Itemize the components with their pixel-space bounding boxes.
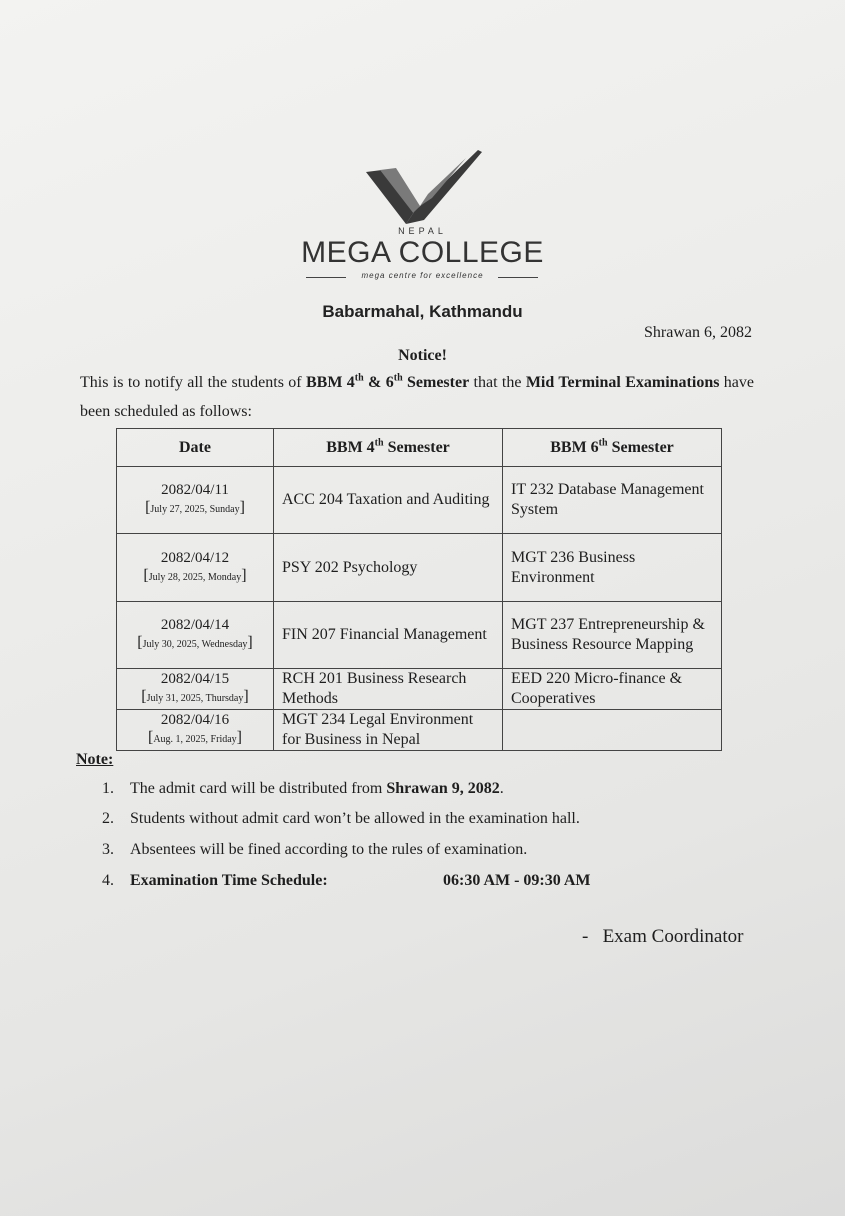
table-header-row (117, 429, 722, 467)
date-cell: 2082/04/11 [July 27, 2025, Sunday] (117, 467, 274, 534)
header-bbm4: BBM 4th Semester (274, 429, 503, 467)
notice-date: Shrawan 6, 2082 (644, 324, 752, 341)
note-item: 2. Students without admit card won’t be allowed in the examination hall. (102, 810, 580, 827)
notice-title: Notice! (398, 347, 447, 364)
logo-tagline (300, 271, 545, 283)
bbm4-subject: ACC 204 Taxation and Auditing (274, 467, 503, 534)
logo-country: NEPAL (398, 226, 447, 236)
date-cell: 2082/04/12 [July 28, 2025, Monday] (117, 534, 274, 602)
note-item: 1. The admit card will be distributed from Shrawan 9, 2082. (102, 780, 504, 797)
note-label: Note: (76, 751, 114, 768)
notice-intro: This is to notify all the students of BBM 4th & 6th Semester that the Mid Terminal Examinations have been scheduled as follows: (80, 372, 755, 420)
bbm4-subject: FIN 207 Financial Management (274, 602, 503, 669)
table-row (117, 602, 722, 669)
college-logo-icon (362, 146, 486, 232)
tagline-text: mega centre for excellence (361, 271, 484, 280)
table-row (117, 710, 722, 751)
date-cell: 2082/04/15 [July 31, 2025, Thursday] (117, 669, 274, 710)
date-cell: 2082/04/14 [July 30, 2025, Wednesday] (117, 602, 274, 669)
note-item: 4. Examination Time Schedule: (102, 872, 328, 889)
bbm6-subject: EED 220 Micro-finance & Cooperatives (503, 669, 722, 710)
note-item: 3. Absentees will be fined according to the rules of examination. (102, 841, 528, 858)
college-name: MEGA COLLEGE (301, 236, 544, 269)
bbm4-subject: PSY 202 Psychology (274, 534, 503, 602)
header-bbm6: BBM 6th Semester (503, 429, 722, 467)
bbm6-subject: IT 232 Database Management System (503, 467, 722, 534)
college-address: Babarmahal, Kathmandu (322, 302, 523, 321)
bbm6-subject: MGT 236 Business Environment (503, 534, 722, 602)
exam-time-value: 06:30 AM - 09:30 AM (443, 872, 591, 889)
date-cell: 2082/04/16 [Aug. 1, 2025, Friday] (117, 710, 274, 751)
table-row (117, 467, 722, 534)
bbm6-subject: MGT 237 Entrepreneurship & Business Resource Mapping (503, 602, 722, 669)
signoff: - Exam Coordinator (582, 926, 744, 947)
bbm6-subject (503, 710, 722, 751)
header-date: Date (117, 429, 274, 467)
bbm4-subject: MGT 234 Legal Environment for Business in Nepal (274, 710, 503, 751)
table-row (117, 669, 722, 710)
table-row (117, 534, 722, 602)
exam-schedule-table (116, 428, 722, 751)
bbm4-subject: RCH 201 Business Research Methods (274, 669, 503, 710)
